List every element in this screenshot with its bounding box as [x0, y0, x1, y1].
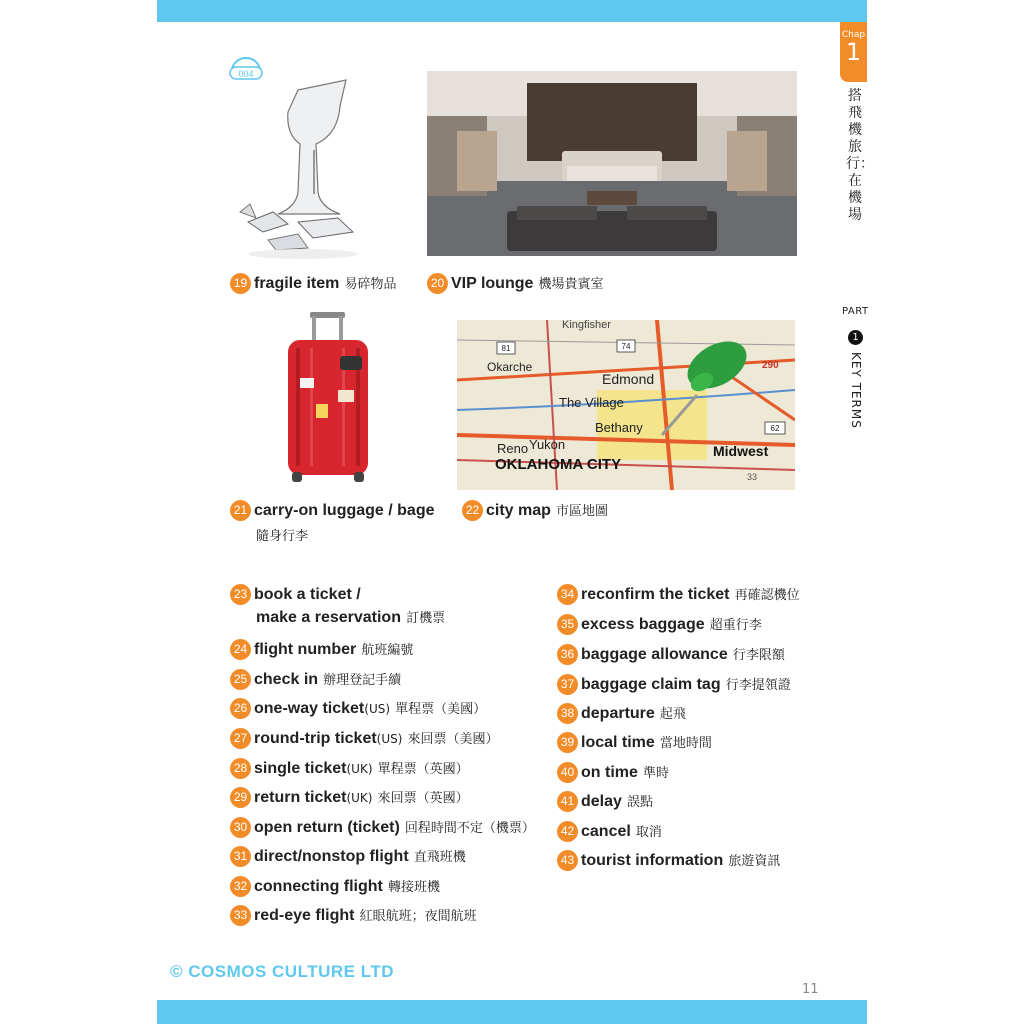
term-region: (UK) — [346, 762, 373, 776]
term-english: open return (ticket) — [254, 819, 400, 836]
term-chinese: 取消 — [635, 825, 662, 840]
caption-21-zh — [256, 525, 308, 544]
term-chinese: 旅遊資訊 — [728, 854, 781, 869]
map-label-edmond: Edmond — [602, 371, 655, 387]
term-number-badge: 43 — [557, 850, 578, 871]
term-english: baggage claim tag — [581, 676, 721, 693]
term-23-line2 — [256, 607, 445, 627]
broken-glass-image — [228, 72, 363, 262]
term-chinese: 轉接班機 — [387, 880, 440, 895]
term-english: check in — [254, 671, 319, 688]
term-36 — [557, 644, 785, 665]
term-chinese: 再確認機位 — [734, 588, 800, 603]
term-number-badge: 33 — [230, 905, 251, 926]
term-english: make a reservation — [256, 609, 401, 626]
term-number-badge: 22 — [462, 500, 483, 521]
term-number-badge: 42 — [557, 821, 578, 842]
term-30 — [230, 817, 535, 838]
term-number-badge: 20 — [427, 273, 448, 294]
term-41 — [557, 791, 653, 812]
map-label-city: OKLAHOMA CITY — [495, 456, 622, 473]
term-english: carry-on luggage / bage — [254, 502, 435, 519]
term-34 — [557, 584, 800, 605]
term-32 — [230, 876, 440, 897]
term-chinese: 易碎物品 — [344, 277, 397, 292]
part-label: PART — [842, 306, 869, 317]
term-33 — [230, 905, 477, 926]
term-english: one-way ticket — [254, 700, 365, 717]
term-english: delay — [581, 793, 622, 810]
term-number-badge: 34 — [557, 584, 578, 605]
term-42 — [557, 821, 662, 842]
term-english: flight number — [254, 641, 357, 658]
term-english: on time — [581, 764, 638, 781]
term-chinese: 回程時間不定（機票） — [404, 821, 535, 836]
term-number-badge: 19 — [230, 273, 251, 294]
term-region: (US) — [376, 732, 403, 746]
term-chinese: 當地時間 — [659, 736, 712, 751]
caption-22 — [462, 500, 608, 521]
chapter-number: 1 — [845, 38, 862, 66]
term-number-badge: 30 — [230, 817, 251, 838]
term-english: cancel — [581, 823, 631, 840]
red-suitcase-image — [280, 308, 375, 488]
term-number-badge: 25 — [230, 669, 251, 690]
map-route-290: 290 — [762, 360, 779, 371]
term-chinese: 辦理登記手續 — [323, 673, 402, 688]
term-english: connecting flight — [254, 878, 383, 895]
term-chinese: 紅眼航班；夜間航班 — [359, 909, 477, 924]
term-english: local time — [581, 734, 655, 751]
map-label-reno: Reno — [497, 441, 529, 456]
chapter-label: Chap — [841, 30, 866, 40]
term-number-badge: 38 — [557, 703, 578, 724]
term-chinese: 單程票（美國） — [395, 702, 487, 717]
term-english: tourist information — [581, 852, 724, 869]
term-number-badge: 23 — [230, 584, 251, 605]
vip-lounge-image — [427, 71, 797, 256]
term-chinese: 單程票（英國） — [377, 762, 469, 777]
key-terms-label: KEY TERMS — [849, 352, 863, 429]
term-number-badge: 41 — [557, 791, 578, 812]
term-english: round-trip ticket — [254, 730, 377, 747]
term-number-badge: 31 — [230, 846, 251, 867]
term-number-badge: 39 — [557, 732, 578, 753]
copyright-text: © COSMOS CULTURE LTD — [170, 962, 394, 981]
term-chinese: 航班編號 — [361, 643, 414, 658]
term-39 — [557, 732, 712, 753]
term-28 — [230, 758, 469, 779]
term-chinese: 機場貴賓室 — [538, 277, 604, 292]
term-number-badge: 24 — [230, 639, 251, 660]
term-25 — [230, 669, 401, 690]
term-english: fragile item — [254, 275, 340, 292]
term-english: single ticket — [254, 760, 347, 777]
term-english: red-eye flight — [254, 907, 355, 924]
term-region: (US) — [364, 702, 391, 716]
audio-track-number: 004 — [238, 69, 254, 79]
page-number: 11 — [802, 982, 819, 997]
term-24 — [230, 639, 413, 660]
term-chinese: 隨身行李 — [256, 529, 309, 544]
map-label-village: The Village — [559, 395, 624, 410]
term-chinese: 來回票（美國） — [407, 732, 499, 747]
term-chinese: 誤點 — [627, 795, 654, 810]
term-english: direct/nonstop flight — [254, 848, 409, 865]
bottom-color-bar — [157, 1000, 867, 1024]
caption-19 — [230, 273, 396, 294]
term-region: (UK) — [346, 791, 373, 805]
term-english: VIP lounge — [451, 275, 534, 292]
caption-21 — [230, 500, 434, 521]
term-number-badge: 40 — [557, 762, 578, 783]
term-35 — [557, 614, 762, 635]
term-number-badge: 21 — [230, 500, 251, 521]
term-chinese: 起飛 — [659, 707, 686, 722]
map-label-bethany: Bethany — [595, 420, 643, 435]
map-label-yukon: Yukon — [529, 437, 566, 452]
term-number-badge: 26 — [230, 698, 251, 719]
term-chinese: 行李限額 — [732, 648, 785, 663]
term-english: baggage allowance — [581, 646, 728, 663]
term-23 — [230, 584, 361, 605]
term-chinese: 市區地圖 — [556, 504, 609, 519]
map-route-81: 81 — [501, 344, 511, 353]
term-27 — [230, 728, 499, 749]
term-38 — [557, 703, 686, 724]
term-29 — [230, 787, 469, 808]
term-number-badge: 28 — [230, 758, 251, 779]
term-43 — [557, 850, 780, 871]
term-26 — [230, 698, 486, 719]
city-map-image — [457, 320, 795, 490]
term-english: excess baggage — [581, 616, 705, 633]
term-chinese: 訂機票 — [406, 611, 446, 626]
term-40 — [557, 762, 669, 783]
chapter-tab — [840, 22, 867, 82]
term-number-badge: 37 — [557, 674, 578, 695]
map-label-kingfisher: Kingfisher — [562, 320, 611, 331]
caption-20 — [427, 273, 604, 294]
term-english: reconfirm the ticket — [581, 586, 730, 603]
term-chinese: 行李提領證 — [725, 678, 791, 693]
part-number: 1 — [848, 330, 863, 345]
term-english: departure — [581, 705, 655, 722]
map-route-33: 33 — [747, 472, 758, 482]
term-number-badge: 36 — [557, 644, 578, 665]
term-chinese: 超重行李 — [709, 618, 762, 633]
map-route-62: 62 — [770, 424, 780, 433]
top-color-bar — [157, 0, 867, 22]
term-chinese: 直飛班機 — [413, 850, 466, 865]
term-number-badge: 32 — [230, 876, 251, 897]
term-chinese: 準時 — [642, 766, 669, 781]
map-route-74: 74 — [621, 342, 631, 351]
term-number-badge: 29 — [230, 787, 251, 808]
term-31 — [230, 846, 466, 867]
chapter-side-title: 搭飛機旅行：在機場 — [846, 88, 874, 223]
term-37 — [557, 674, 791, 695]
map-label-midwest: Midwest — [713, 443, 769, 459]
term-number-badge: 35 — [557, 614, 578, 635]
term-english: book a ticket / — [254, 586, 361, 603]
term-english: return ticket — [254, 789, 347, 806]
term-number-badge: 27 — [230, 728, 251, 749]
term-english: city map — [486, 502, 551, 519]
map-label-okarche: Okarche — [487, 360, 533, 374]
term-chinese: 來回票（英國） — [377, 791, 469, 806]
